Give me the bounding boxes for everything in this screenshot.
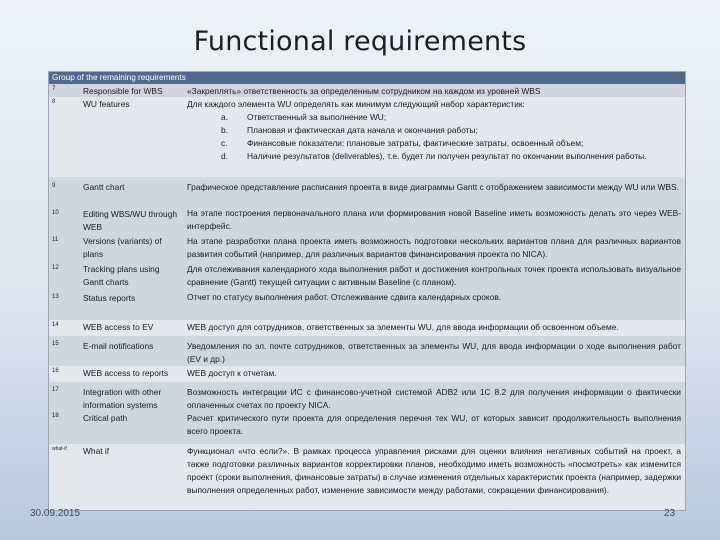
list-item [187, 124, 681, 137]
row-number: 13 [52, 294, 59, 300]
requirement-description: Расчет критического пути проекта для определения перечня тех WU, от которых зависит продолжительность выполнения всего проекта. [187, 413, 681, 437]
list-marker: a. [221, 112, 228, 123]
requirement-description: «Закреплять» ответственность за определенным сотрудником на каждом из уровней WBS [187, 86, 541, 96]
requirement-description: Отчет по статусу выполнения работ. Отслеживание сдвига календарных сроков. [187, 292, 502, 302]
requirement-name: What if [83, 446, 110, 456]
row-number: 15 [52, 341, 59, 347]
row-number: 10 [52, 210, 59, 216]
requirement-name: Responsible for WBS [83, 86, 163, 96]
requirement-name: WU features [83, 99, 130, 109]
row-number: 17 [52, 387, 59, 393]
row-number: 7 [52, 86, 56, 92]
row-number: 12 [52, 265, 59, 271]
requirement-description: WEB доступ для сотрудников, ответственных за элементы WU, для ввода информации об освоенном объеме. [187, 322, 619, 332]
list-text: Финансовые показатели: плановые затраты, фактические затраты, освоенный объем; [247, 138, 584, 149]
list-marker: b. [221, 125, 228, 136]
description-intro: Для каждого элемента WU определять как минимум следующий набор характеристик: [187, 99, 525, 109]
page-number: 23 [664, 508, 676, 519]
list-item [187, 137, 681, 150]
requirement-name: WEB access to EV [83, 322, 154, 332]
requirement-name: Gantt chart [83, 182, 125, 192]
requirement-name: Tracking plans using Gantt charts [83, 264, 160, 288]
row-number: 11 [52, 237, 59, 243]
footer-date: 30.09.2015 [30, 508, 81, 519]
slide-title: Functional requirements [193, 26, 527, 57]
row-number: what-if [52, 446, 67, 452]
row-number: 14 [52, 322, 59, 328]
list-text: Плановая и фактическая дата начала и окончания работы; [247, 125, 478, 136]
list-text: Ответственный за выполнение WU; [247, 112, 387, 123]
requirement-name: Integration with other information systems [83, 387, 162, 411]
list-marker: c. [221, 138, 228, 149]
row-number: 9 [52, 183, 56, 189]
requirement-name: Status reports [83, 293, 136, 303]
requirement-description: WEB доступ к отчетам. [187, 368, 277, 378]
list-marker: d. [221, 151, 228, 162]
row-number: 16 [52, 368, 59, 374]
requirement-description [187, 98, 681, 163]
requirement-description: Графическое представление расписания проекта в виде диаграммы Gantt с отображением зависимости между WU или WBS. [187, 182, 679, 192]
requirement-description: На этапе разработки плана проекта иметь возможность подготовки нескольких вариантов плана для различных вариантов развития событий (например, для различных вариантов финансирования проекта по NICA). [187, 236, 681, 260]
requirement-name: WEB access to reports [83, 368, 169, 378]
requirement-description: Для отслеживания календарного хода выполнения работ и достижения контрольных точек проекта использовать визуальное сравнение (Gantt) текущей ситуации с активным Baseline (с планом). [187, 264, 681, 288]
requirement-description: Уведомления по эл. почте сотрудников, ответственных за элементы WU, для ввода информации о ходе выполнения работ (EV и др.) [187, 341, 681, 365]
list-text: Наличие результатов (deliverables), т.е. будет ли получен результат по окончании выполнения работы. [247, 151, 647, 162]
row-number: 18 [52, 413, 59, 419]
requirement-name: Critical path [83, 413, 128, 423]
requirement-description: Возможность интеграции ИС с финансово-учетной системой ADB2 или 1С 8.2 для получения информации о фактически оплаченных счетах по проекту NICA. [187, 387, 681, 411]
group-header: Group of the remaining requirements [49, 72, 685, 84]
list-item [187, 150, 681, 163]
requirement-name: Editing WBS/WU through WEB [83, 209, 178, 233]
requirement-description: Функционал «что если?». В рамках процесса управления рисками для оценки влияния негативных событий на проект, а также подготовки различных вариантов корректировки планов, необходимо иметь возможность «посмотреть» как изменится проект (сроки выполнения, финансовые затраты) в случае изменения отдельных характеристик проекта (например, задержки выполнения определенных работ, изменение зависимости между работами, сокращении финансирования). [187, 446, 681, 496]
requirement-description: На этапе построения первоначального плана или формирования новой Baseline иметь возможность делать это через WEB-интерфейс. [187, 208, 681, 232]
row-number: 8 [52, 99, 56, 105]
list-item [187, 111, 681, 124]
requirement-name: E-mail notifications [83, 341, 154, 351]
requirement-name: Versions (variants) of plans [83, 236, 162, 260]
requirements-table [48, 71, 686, 511]
